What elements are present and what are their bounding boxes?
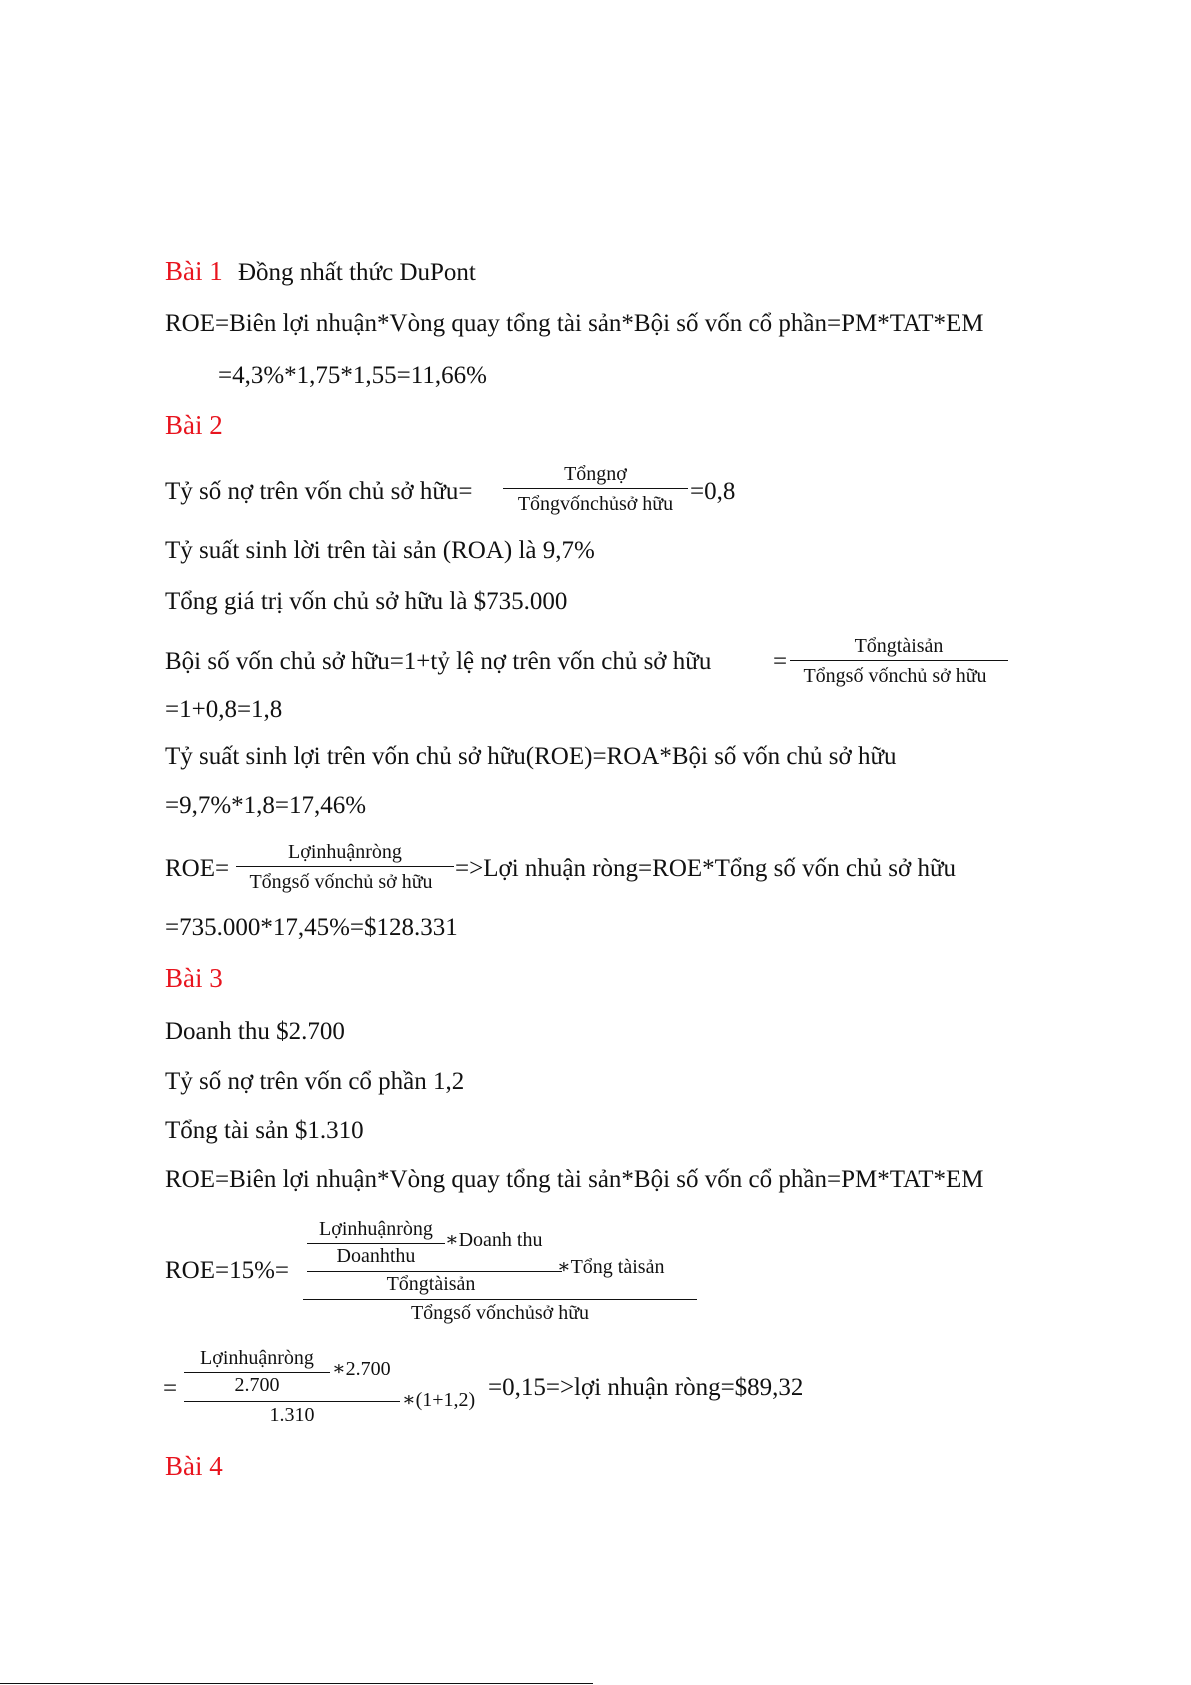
f1-times-assets: ∗Tổng tàisản	[557, 1256, 665, 1278]
equity-multiplier-equals: =	[773, 648, 788, 675]
dupont-result: =4,3%*1,75*1,55=11,66%	[218, 362, 487, 389]
f1-outer-fraction-bar	[303, 1299, 697, 1300]
roe-fraction-numerator: Lợinhuậnròng	[288, 841, 402, 863]
net-income-result: =735.000*17,45%=$128.331	[165, 914, 458, 941]
f1-middle-fraction-bar	[307, 1271, 562, 1272]
f2-times-em: ∗(1+1,2)	[402, 1389, 476, 1411]
bai-4-heading: Bài 4	[165, 1451, 223, 1481]
f1-times-revenue: ∗Doanh thu	[445, 1229, 543, 1251]
bai-3-heading: Bài 3	[165, 963, 223, 993]
assets-line: Tổng tài sản $1.310	[165, 1117, 364, 1144]
roe-result: =9,7%*1,8=17,46%	[165, 792, 367, 819]
f2-inner-fraction-bar	[184, 1372, 330, 1373]
dupont-formula-2: ROE=Biên lợi nhuận*Vòng quay tổng tài sản*Bội số vốn cổ phần=PM*TAT*EM	[165, 1166, 984, 1193]
roa-line: Tỷ suất sinh lời trên tài sản (ROA) là 9,7%	[165, 537, 595, 564]
bai-2-heading: Bài 2	[165, 410, 223, 440]
debt-ratio-value: =0,8	[690, 478, 736, 505]
f1-inner-denominator: Doanhthu	[336, 1245, 416, 1267]
debt-ratio-numerator: Tổngnợ	[564, 463, 627, 485]
equity-multiplier-fraction-bar	[790, 660, 1008, 661]
f1-inner-fraction-bar	[307, 1243, 445, 1244]
f2-inner-numerator: Lợinhuậnròng	[200, 1347, 314, 1369]
revenue-line: Doanh thu $2.700	[165, 1018, 345, 1045]
dupont-formula: ROE=Biên lợi nhuận*Vòng quay tổng tài sản*Bội số vốn cổ phần=PM*TAT*EM	[165, 310, 984, 337]
f2-middle-denominator: 1.310	[269, 1404, 315, 1426]
debt-ratio-label: Tỷ số nợ trên vốn chủ sở hữu=	[165, 478, 473, 505]
f2-inner-denominator: 2.700	[234, 1374, 280, 1396]
equity-multiplier-denominator: Tổngsố vốnchủ sở hữu	[803, 665, 987, 687]
bai-1-heading: Bài 1	[165, 256, 223, 286]
equity-multiplier-numerator: Tổngtàisản	[854, 635, 944, 657]
debt-ratio-denominator: Tổngvốnchủsở hữu	[517, 493, 674, 515]
bai-1-title: Đồng nhất thức DuPont	[238, 259, 476, 286]
roe-fraction-bar	[236, 866, 454, 867]
roe-fraction-label: ROE=	[165, 855, 230, 882]
f2-result: =0,15=>lợi nhuận ròng=$89,32	[488, 1374, 804, 1401]
f2-equals: =	[163, 1375, 178, 1402]
roe-line: Tỷ suất sinh lợi trên vốn chủ sở hữu(ROE)=ROA*Bội số vốn chủ sở hữu	[165, 743, 897, 770]
de-ratio-line: Tỷ số nợ trên vốn cổ phần 1,2	[165, 1068, 465, 1095]
equity-multiplier-result: =1+0,8=1,8	[165, 696, 283, 723]
roe-15-label: ROE=15%=	[165, 1257, 290, 1284]
f2-times-revenue: ∗2.700	[332, 1358, 391, 1380]
f2-middle-fraction-bar	[184, 1401, 400, 1402]
debt-ratio-fraction-bar	[503, 488, 688, 489]
equity-multiplier-label: Bội số vốn chủ sở hữu=1+tỷ lệ nợ trên vốn chủ sở hữu	[165, 648, 712, 675]
equity-line: Tổng giá trị vốn chủ sở hữu là $735.000	[165, 588, 568, 615]
f1-inner-numerator: Lợinhuậnròng	[319, 1218, 433, 1240]
footnote-separator	[0, 1683, 593, 1684]
roe-fraction-denominator: Tổngsố vốnchủ sở hữu	[249, 871, 433, 893]
f1-outer-denominator: Tổngsố vốnchủsở hữu	[410, 1302, 590, 1324]
f1-middle-denominator: Tổngtàisản	[386, 1273, 476, 1295]
net-income-formula: =>Lợi nhuận ròng=ROE*Tổng số vốn chủ sở hữu	[455, 855, 957, 882]
